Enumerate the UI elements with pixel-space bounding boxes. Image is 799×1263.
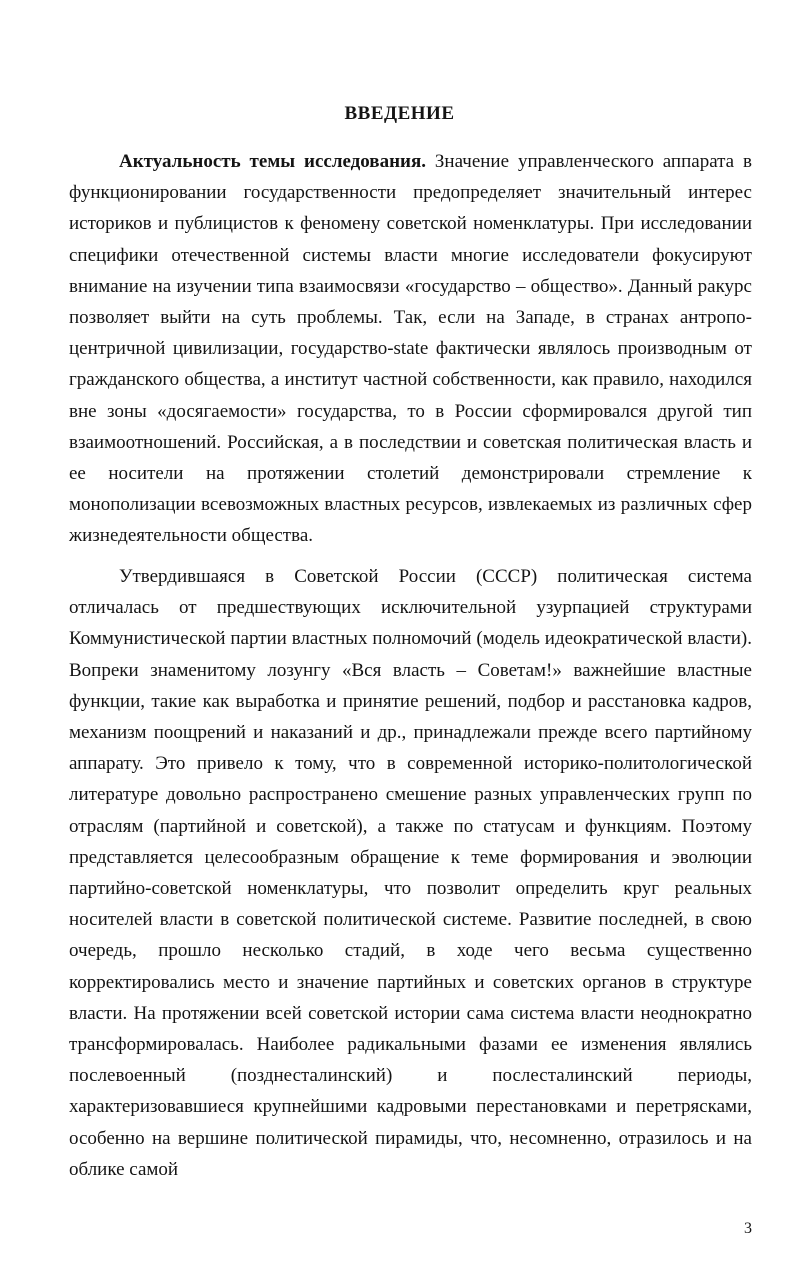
paragraph-relevance [69,146,752,552]
page-number: 3 [744,1220,752,1237]
paragraph-text: Значение управленческого аппарата в функционировании государственности предопределяет значительный интерес историков и публицистов к феномену советской номенклатуры. При исследовании специфики отечественной системы власти многие исследователи фокусируют внимание на изучении типа взаимосвязи «государство – общество». Данный ракурс позволяет выйти на суть проблемы. Так, если на Западе, в странах антропо-центричной цивилизации, государство-state фактически являлось производным от гражданского общества, а институт частной собственности, как правило, находился вне зоны «досягаемости» государства, то в России сформировался другой тип взаимоотношений. Российская, а в последствии и советская политическая власть и ее носители на протяжении столетий демонстрировали стремление к монополизации всевозможных властных ресурсов, извлекаемых из различных сфер жизнедеятельности общества. [69,151,753,547]
paragraph-lead: Актуальность темы исследования. [119,151,426,172]
page-title: ВВЕДЕНИЕ [344,103,455,124]
paragraph-political-system: Утвердившаяся в Советской России (СССР) политическая система отличалась от предшествующих исключительной узурпацией структурами Коммунистической партии властных полномочий (модель идеократической власти). Вопреки знаменитому лозунгу «Вся власть – Советам!» важнейшие властные функции, такие как выработка и принятие решений, подбор и расстановка кадров, механизм поощрений и наказаний и др., принадлежали прежде всего партийному аппарату. Это привело к тому, что в современной историко-политологической литературе довольно распространено смешение разных управленческих групп по отраслям (партийной и советской), а также по статусам и функциям. Поэтому представляется целесообразным обращение к теме формирования и эволюции партийно-советской номенклатуры, что позволит определить круг реальных носителей власти в советской политической системе. Развитие последней, в свою очередь, прошло несколько стадий, в ходе чего весьма существенно корректировались место и значение партийных и советских органов в структуре власти. На протяжении всей советской истории сама система власти неоднократно трансформировалась. Наиболее радикальными фазами ее изменения являлись послевоенный (позднесталинский) и послесталинский периоды, характеризовавшиеся крупнейшими кадровыми перестановками и перетрясками, особенно на вершине политической пирамиды, что, несомненно, отразилось и на облике самой [69,566,752,1180]
